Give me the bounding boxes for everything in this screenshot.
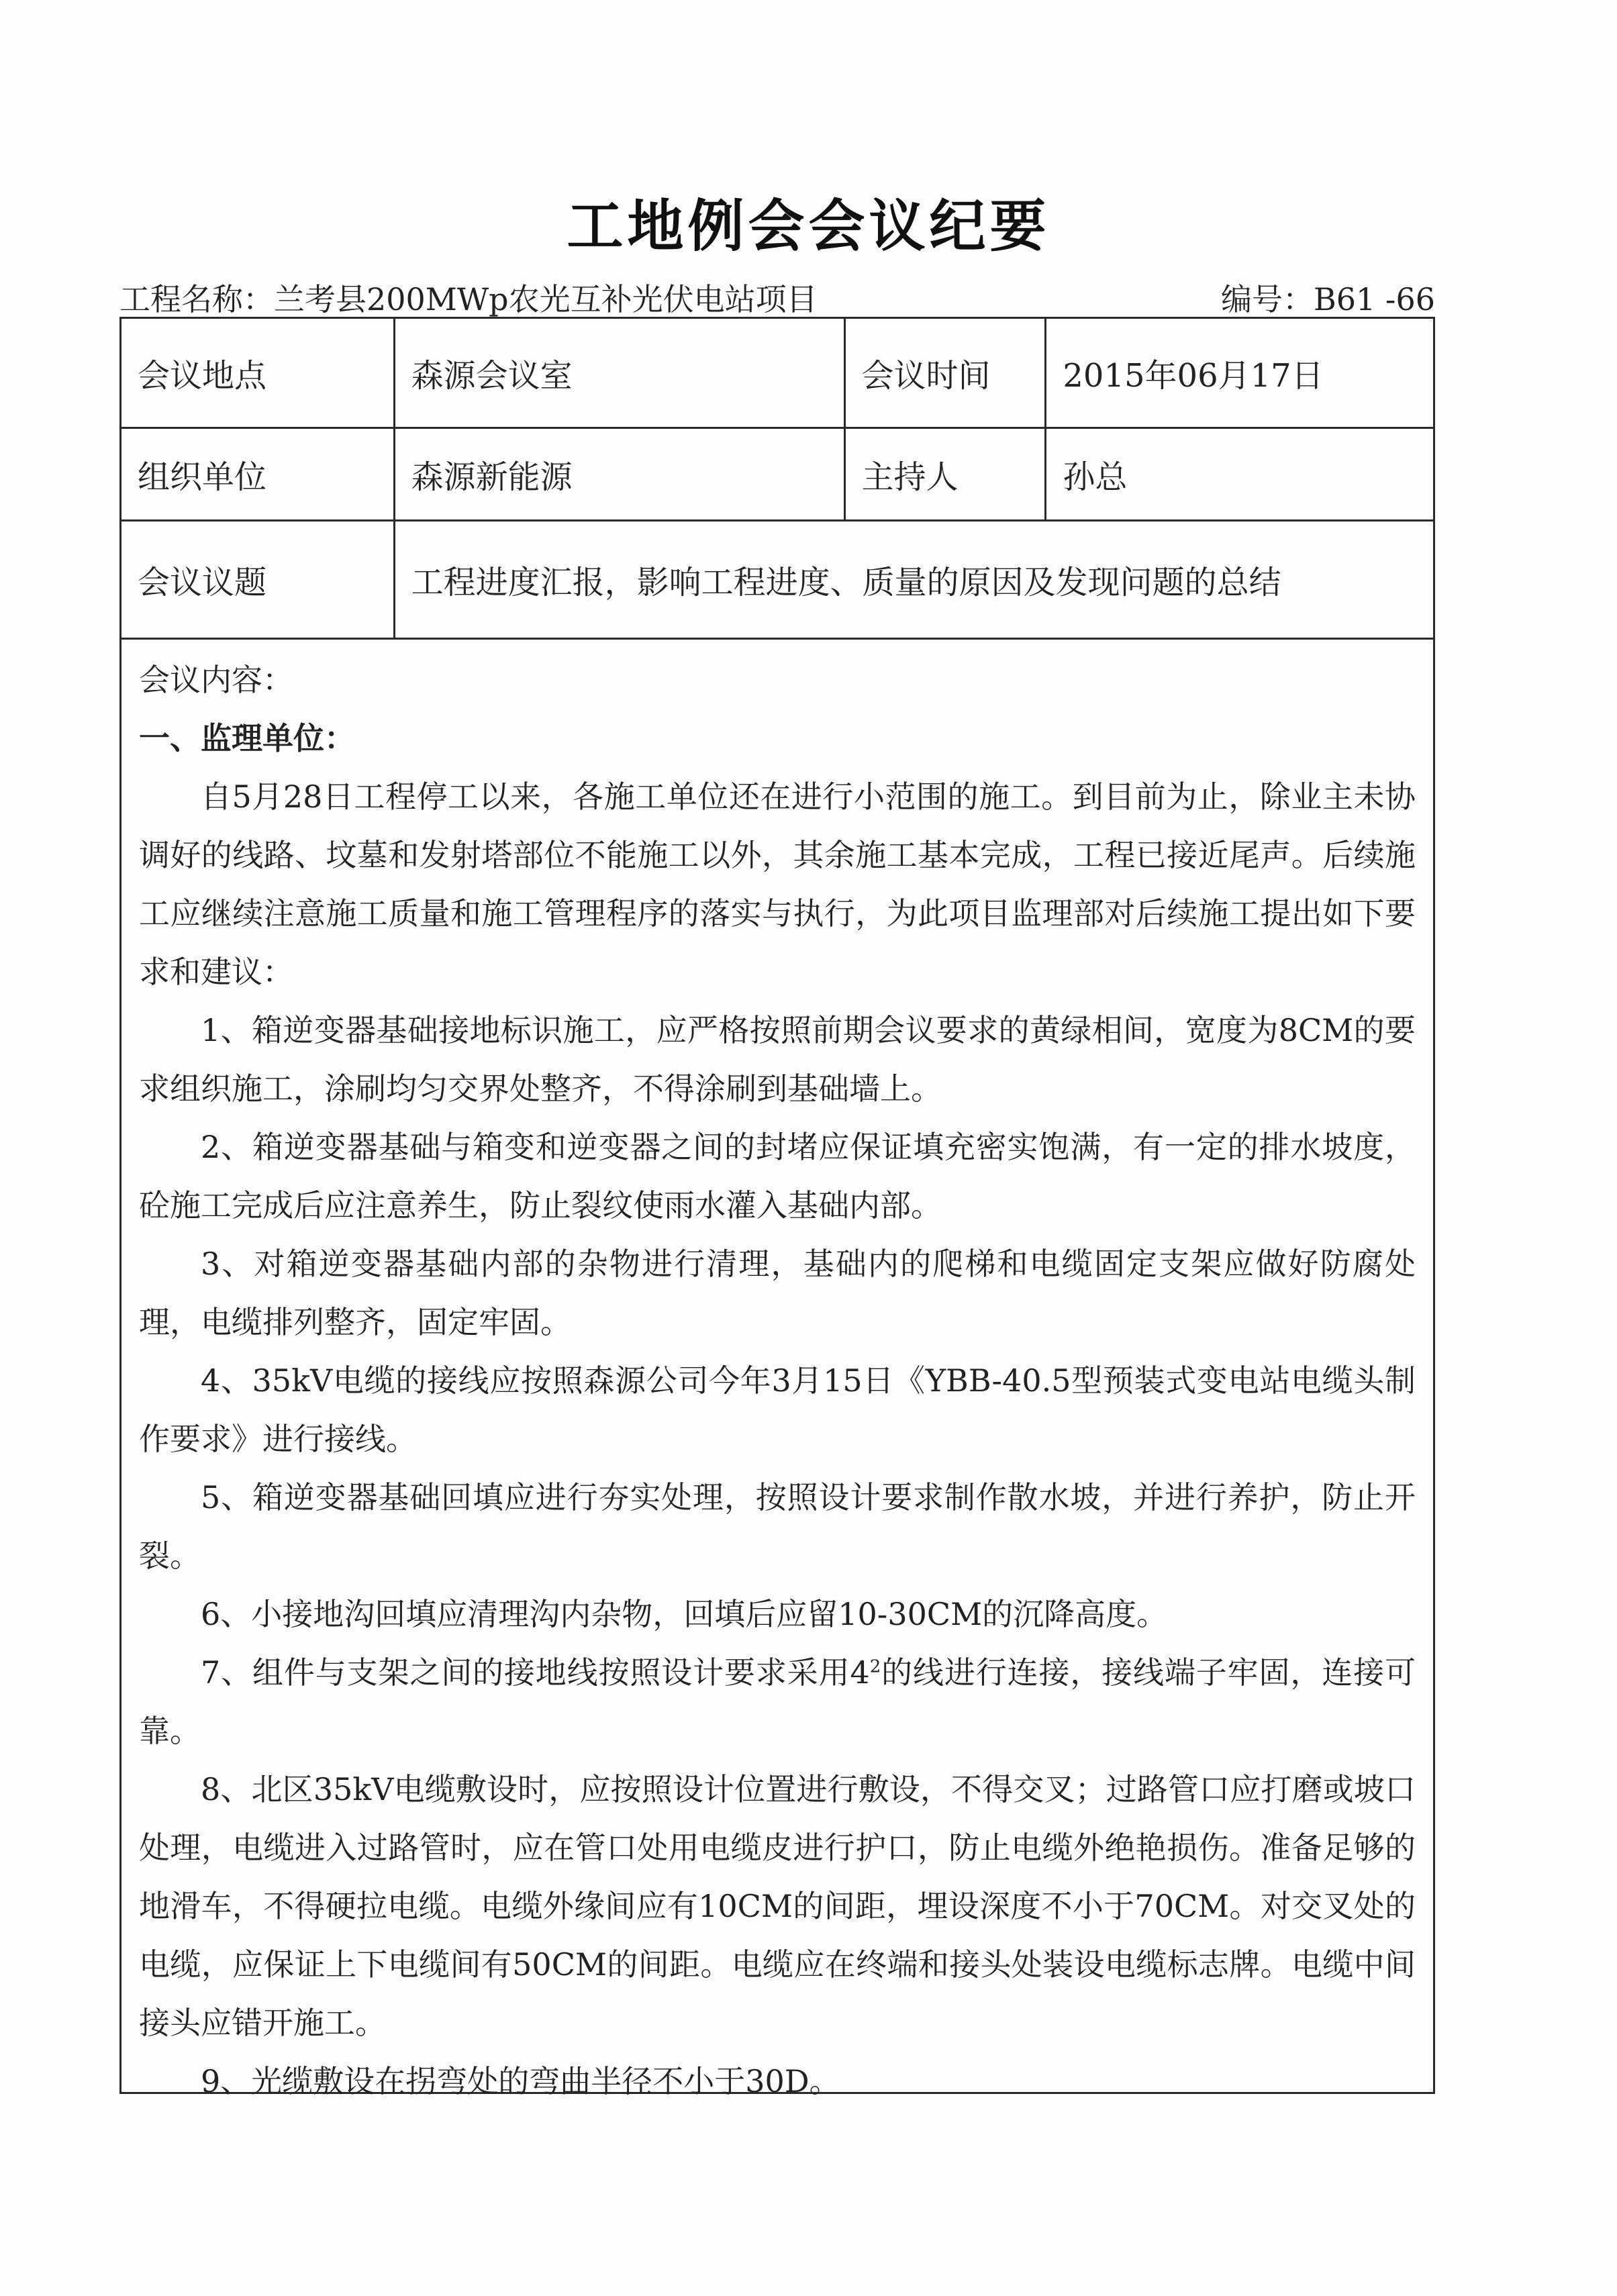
table-row bbox=[121, 428, 1434, 521]
list-item: 5、箱逆变器基础回填应进行夯实处理，按照设计要求制作散水坡，并进行养护，防止开裂。 bbox=[139, 1479, 1416, 1574]
list-item: 2、箱逆变器基础与箱变和逆变器之间的封堵应保证填充密实饱满，有一定的排水坡度，砼施工完成后应注意养生，防止裂纹使雨水灌入基础内部。 bbox=[139, 1129, 1416, 1224]
table-row bbox=[121, 521, 1434, 639]
organizer-label: 组织单位 bbox=[121, 428, 395, 521]
location-value: 森源会议室 bbox=[394, 318, 844, 428]
table-row bbox=[121, 318, 1434, 428]
topic-label: 会议议题 bbox=[121, 521, 395, 639]
list-item: 4、35kV电缆的接线应按照森源公司今年3月15日《YBB-40.5型预装式变电站电缆头制作要求》进行接线。 bbox=[139, 1362, 1416, 1457]
list-item: 8、北区35kV电缆敷设时，应按照设计位置进行敷设，不得交叉；过路管口应打磨或坡口处理，电缆进入过路管时，应在管口处用电缆皮进行护口，防止电缆外绝艳损伤。准备足够的地滑车，不得硬拉电缆。电缆外缘间应有10CM的间距，埋设深度不小于70CM。对交叉处的电缆，应保证上下电缆间有50CM的间距。电缆应在终端和接头处装设电缆标志牌。电缆中间接头应错开施工。 bbox=[139, 1771, 1416, 2041]
item7-text-end: 的线进行连接，接线端子牢固，连接可靠。 bbox=[139, 1654, 1416, 1749]
organizer-value: 森源新能源 bbox=[394, 428, 844, 521]
document-number: 编号：B61 -66 bbox=[1220, 281, 1435, 317]
item7-text-start: 7、组件与支架之间的接地线按照设计要求采用4 bbox=[201, 1654, 870, 1691]
meeting-info-table bbox=[119, 317, 1435, 640]
document-meta bbox=[119, 275, 1435, 315]
intro-paragraph: 自5月28日工程停工以来，各施工单位还在进行小范围的施工。到目前为止，除业主未协调好的线路、坟墓和发射塔部位不能施工以外，其余施工基本完成，工程已接近尾声。后续施工应继续注意施工质量和施工管理程序的落实与执行，为此项目监理部对后续施工提出如下要求和建议： bbox=[139, 779, 1416, 990]
time-value: 2015年06月17日 bbox=[1046, 318, 1434, 428]
location-label: 会议地点 bbox=[121, 318, 395, 428]
document-title: 工地例会会议纪要 bbox=[567, 193, 1050, 259]
list-item: 3、对箱逆变器基础内部的杂物进行清理，基础内的爬梯和电缆固定支架应做好防腐处理，电缆排列整齐，固定牢固。 bbox=[139, 1246, 1416, 1340]
list-item: 6、小接地沟回填应清理沟内杂物，回填后应留10-30CM的沉降高度。 bbox=[201, 1596, 1168, 1632]
list-item bbox=[139, 1644, 1416, 1760]
content-label: 会议内容： bbox=[139, 662, 293, 698]
list-item: 1、箱逆变器基础接地标识施工，应严格按照前期会议要求的黄绿相间，宽度为8CM的要求组织施工，涂刷均匀交界处整齐，不得涂刷到基础墙上。 bbox=[139, 1012, 1416, 1107]
time-label: 会议时间 bbox=[844, 318, 1046, 428]
host-value: 孙总 bbox=[1046, 428, 1434, 521]
list-item: 9、光缆敷设在拐弯处的弯曲半径不小于30D。 bbox=[201, 2063, 840, 2099]
project-name: 工程名称：兰考县200MWp农光互补光伏电站项目 bbox=[119, 281, 818, 317]
topic-value: 工程进度汇报，影响工程进度、质量的原因及发现问题的总结 bbox=[394, 521, 1434, 639]
host-label: 主持人 bbox=[844, 428, 1046, 521]
item7-superscript: 2 bbox=[869, 1656, 881, 1677]
meeting-content bbox=[119, 638, 1435, 2099]
section-title: 一、监理单位： bbox=[139, 720, 355, 756]
